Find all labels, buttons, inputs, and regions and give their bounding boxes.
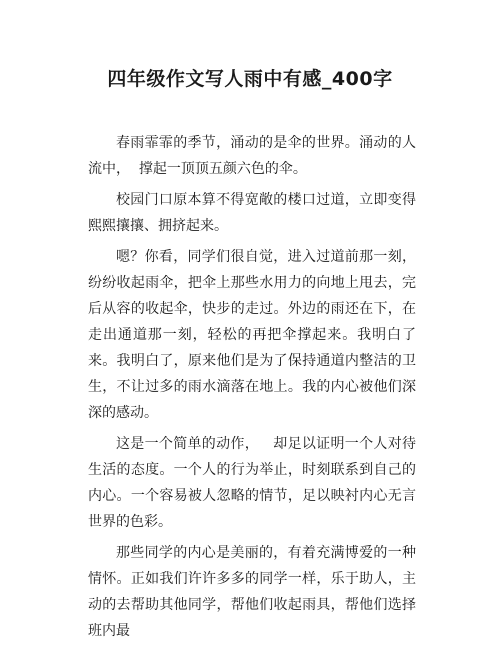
paragraph-1: 春雨霏霏的季节，涌动的是伞的世界。涌动的人流中， 撑起一顶顶五颜六色的伞。 — [88, 135, 416, 177]
paragraph-2: 校园门口原本算不得宽敞的楼口过道，立即变得熙熙攘攘、拥挤起来。 — [88, 192, 416, 234]
document-title: 四年级作文写人雨中有感_400字 — [107, 68, 393, 90]
paragraph-3: 嗯？你看，同学们很自觉，进入过道前那一刻，纷纷收起雨伞，把伞上那些水用力的向地上甩去，完后从容的收起伞，快步的走过。外边的雨还在下，在走出通道那一刻，轻松的再把伞撑起来。我明白了来。我明白了，原来他们是为了保持通道内整洁的卫生，不让过多的雨水滴落在地上。我的内心被他们深深的感动。 — [88, 249, 416, 421]
document-body — [88, 130, 416, 649]
paragraph-4: 这是一个简单的动作， 却足以证明一个人对待生活的态度。一个人的行为举止，时刻联系到自己的内心。一个容易被人忽略的情节，足以映衬内心无言世界的色彩。 — [88, 436, 416, 530]
paragraph-5: 那些同学的内心是美丽的，有着充满博爱的一种情怀。正如我们许许多多的同学一样，乐于助人，主动的去帮助其他同学，帮他们收起雨具，帮他们选择班内最 — [88, 545, 416, 639]
